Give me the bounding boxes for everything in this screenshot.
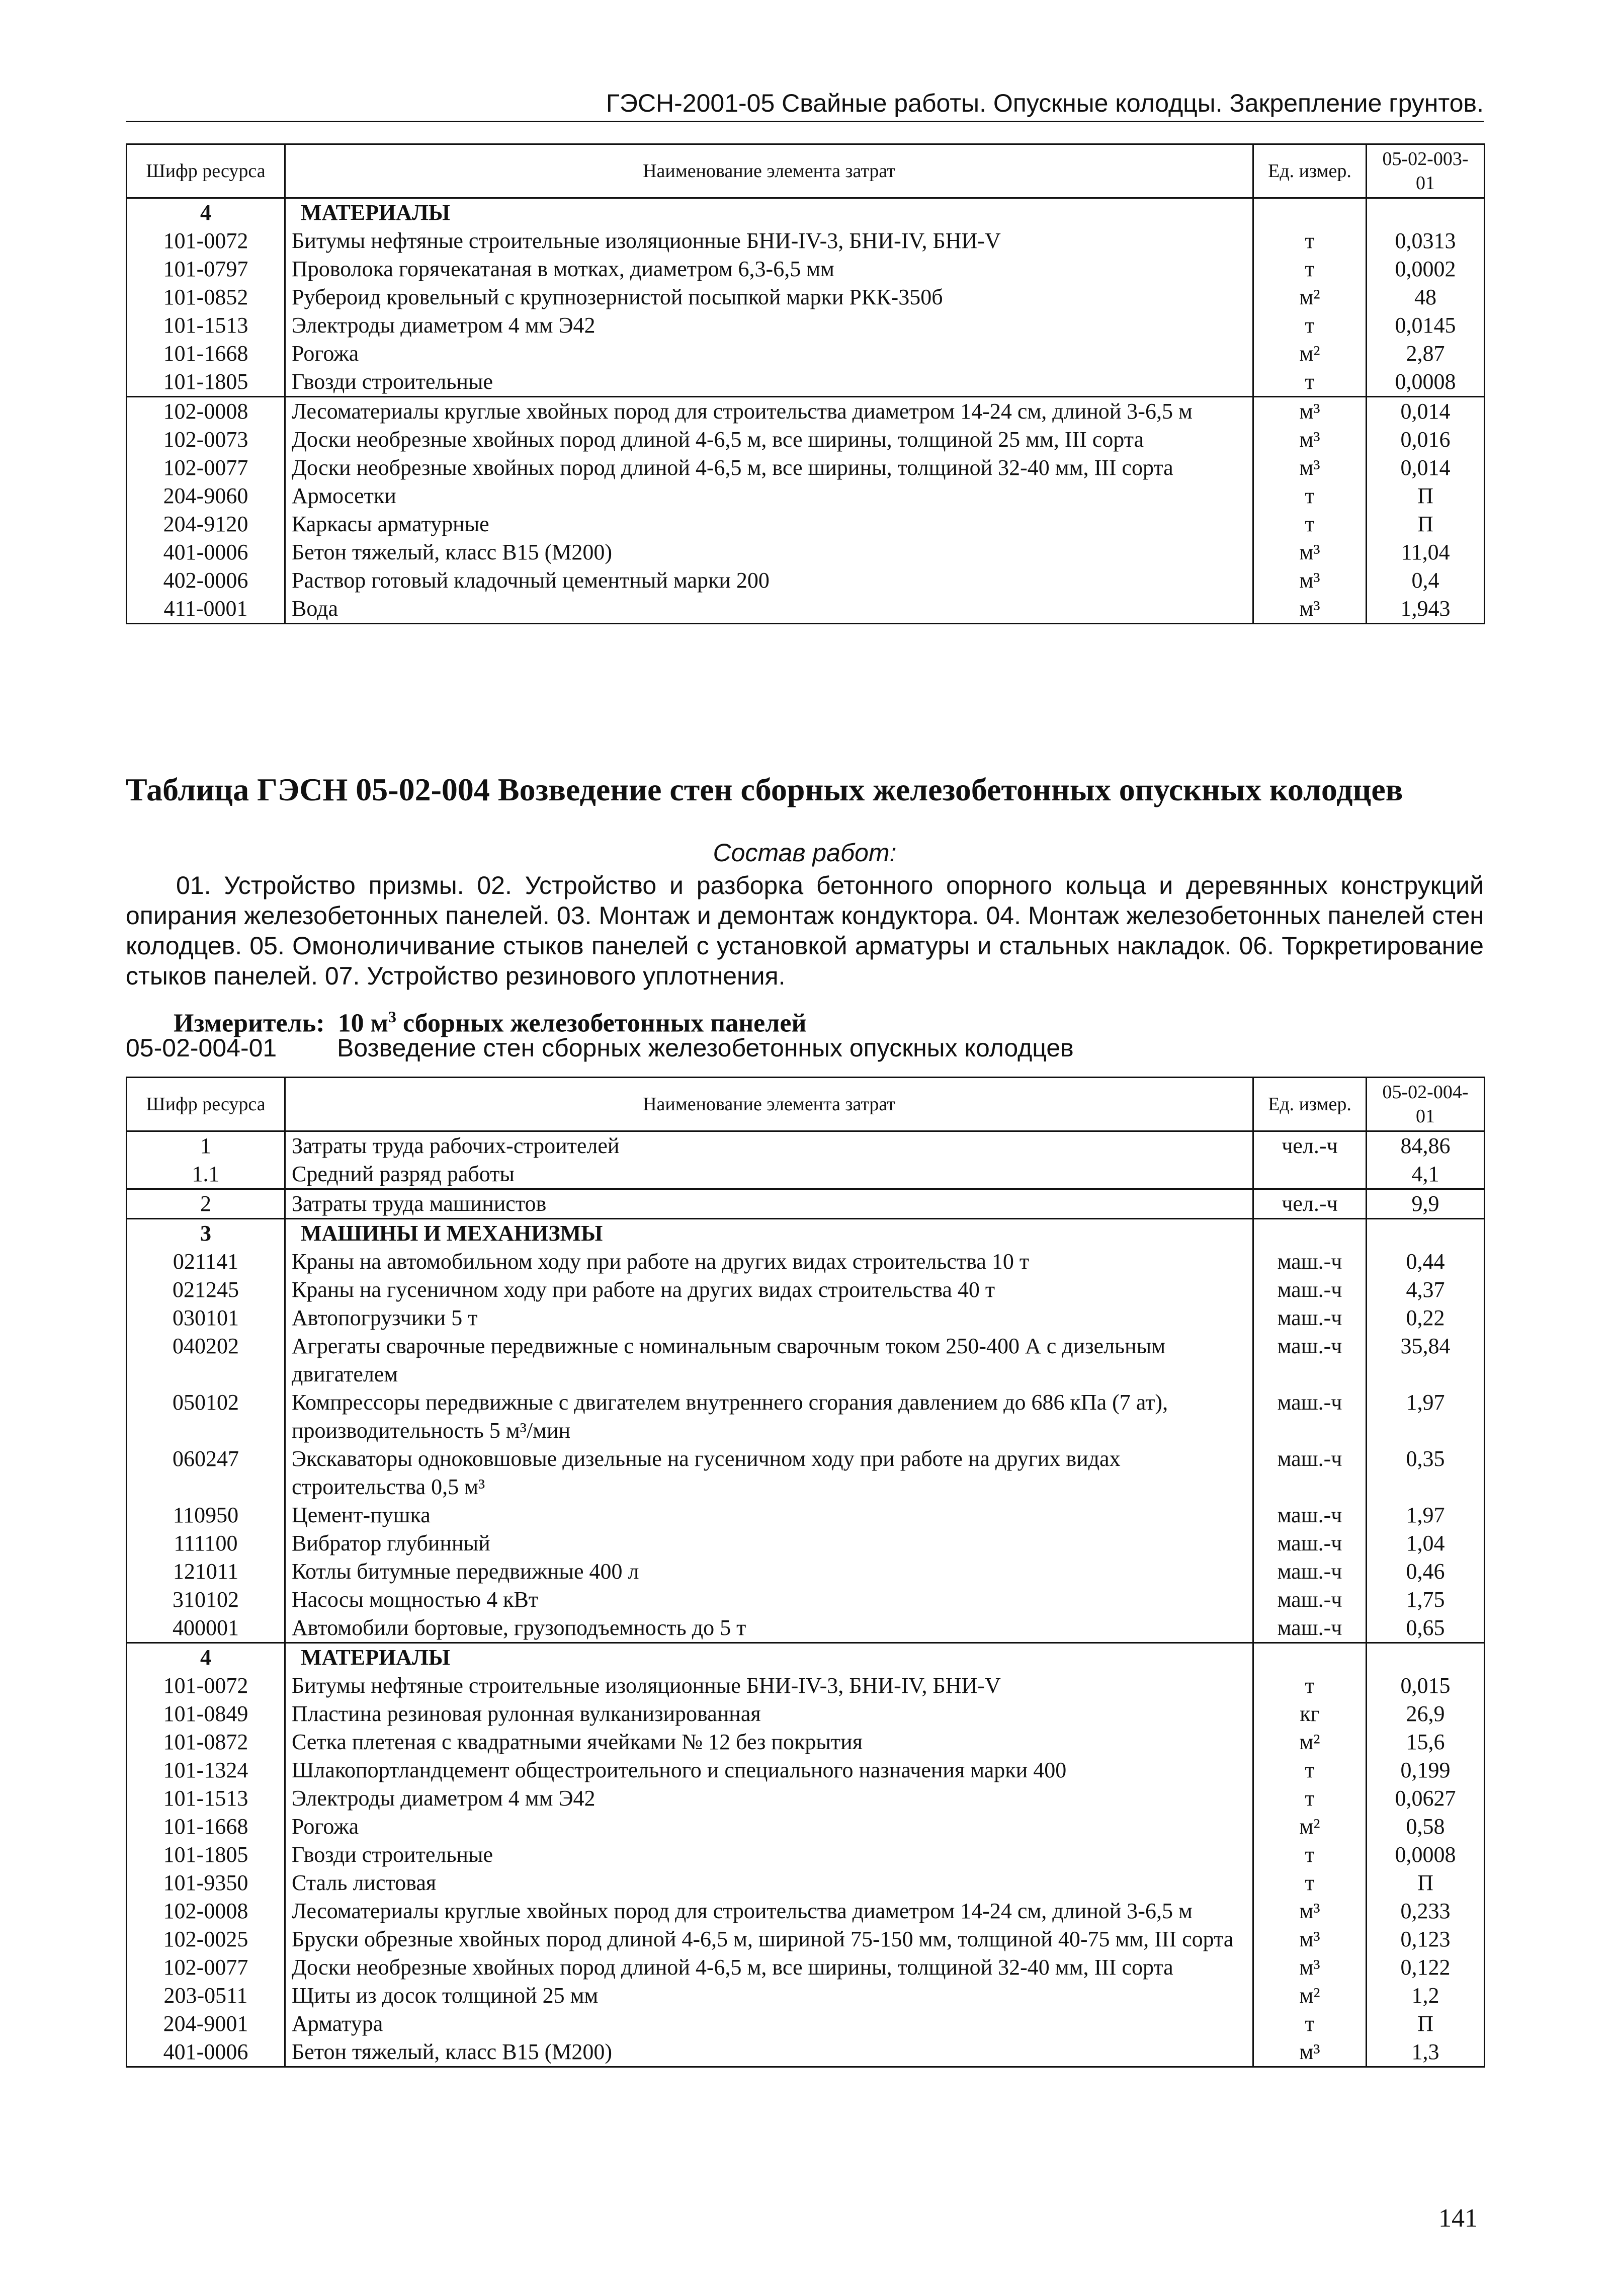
code-cell: 102-0077 (127, 454, 285, 482)
table-row (127, 1304, 1485, 1332)
value-cell: 1,943 (1367, 595, 1485, 624)
table-header-row (127, 144, 1485, 198)
unit-cell: м² (1253, 283, 1367, 311)
table-row (127, 1784, 1485, 1813)
value-cell: 1,2 (1367, 1982, 1485, 2010)
value-cell: 0,0145 (1367, 311, 1485, 340)
unit-cell: м³ (1253, 2038, 1367, 2067)
table-row (127, 1557, 1485, 1586)
name-cell: Битумы нефтяные строительные изоляционные БНИ-IV-3, БНИ-IV, БНИ-V (285, 227, 1253, 255)
value-cell: 15,6 (1367, 1728, 1485, 1756)
table-row (127, 426, 1485, 454)
page-header (126, 86, 1484, 122)
value-cell (1367, 1219, 1485, 1248)
table-row (127, 538, 1485, 566)
unit-cell: маш.-ч (1253, 1557, 1367, 1586)
code-cell: 101-1805 (127, 368, 285, 397)
value-cell: 0,65 (1367, 1614, 1485, 1643)
code-cell: 102-0073 (127, 426, 285, 454)
header-name: Наименование элемента затрат (285, 144, 1253, 198)
name-cell: Доски необрезные хвойных пород длиной 4-6,5 м, все ширины, толщиной 32-40 мм, III сорта (285, 454, 1253, 482)
value-cell: 1,04 (1367, 1529, 1485, 1557)
name-cell: МАТЕРИАЛЫ (285, 1643, 1253, 1672)
value-cell: 0,233 (1367, 1897, 1485, 1925)
value-cell: 48 (1367, 283, 1485, 311)
code-cell: 102-0025 (127, 1925, 285, 1953)
name-cell: Средний разряд работы (285, 1160, 1253, 1189)
unit-cell: т (1253, 368, 1367, 397)
table-row (127, 227, 1485, 255)
unit-cell (1253, 1160, 1367, 1189)
code-cell: 402-0006 (127, 566, 285, 595)
code-cell: 101-1805 (127, 1841, 285, 1869)
table-row (127, 255, 1485, 283)
name-cell: Экскаваторы одноковшовые дизельные на гусеничном ходу при работе на других видах строительства 0,5 м³ (285, 1445, 1253, 1501)
name-cell: Каркасы арматурные (285, 510, 1253, 538)
unit-cell: м³ (1253, 454, 1367, 482)
unit-cell: маш.-ч (1253, 1248, 1367, 1276)
name-cell: Рогожа (285, 1813, 1253, 1841)
unit-cell: маш.-ч (1253, 1586, 1367, 1614)
code-cell: 204-9060 (127, 482, 285, 510)
table-row (127, 368, 1485, 397)
value-cell: 11,04 (1367, 538, 1485, 566)
table-row (127, 1672, 1485, 1700)
table-row (127, 1131, 1485, 1161)
code-cell: 2 (127, 1189, 285, 1219)
name-cell: Гвозди строительные (285, 1841, 1253, 1869)
code-cell: 1.1 (127, 1160, 285, 1189)
unit-cell: м³ (1253, 397, 1367, 426)
table-row (127, 1276, 1485, 1304)
measure-label: Измеритель: (174, 1009, 325, 1038)
unit-cell: чел.-ч (1253, 1189, 1367, 1219)
name-cell: Бетон тяжелый, класс В15 (М200) (285, 2038, 1253, 2067)
value-cell: 84,86 (1367, 1131, 1485, 1161)
composition-text: 01. Устройство призмы. 02. Устройство и разборка бетонного опорного кольца и деревянных конструкций опирания железобетонных панелей. 03. Монтаж и демонтаж кондуктора. 04. Монтаж железобетонных панелей стен колодцев. 05. Омоноличивание стыков панелей с установкой арматуры и стальных накладок. 06. Торкретирование стыков панелей. 07. Устройство резинового уплотнения. (126, 871, 1484, 990)
name-cell: Бруски обрезные хвойных пород длиной 4-6,5 м, шириной 75-150 мм, толщиной 40-75 мм, III сорта (285, 1925, 1253, 1953)
code-cell: 101-1513 (127, 311, 285, 340)
value-cell: П (1367, 1869, 1485, 1897)
table-row (127, 1388, 1485, 1445)
page-number: 141 (1438, 2204, 1478, 2233)
name-cell: Арматура (285, 2010, 1253, 2038)
name-cell: Насосы мощностью 4 кВт (285, 1586, 1253, 1614)
value-cell: 4,37 (1367, 1276, 1485, 1304)
value-cell: 0,0313 (1367, 227, 1485, 255)
name-cell: Вибратор глубинный (285, 1529, 1253, 1557)
code-cell: 111100 (127, 1529, 285, 1557)
code-cell: 110950 (127, 1501, 285, 1529)
code-cell: 102-0008 (127, 1897, 285, 1925)
unit-cell: м² (1253, 340, 1367, 368)
unit-cell: м² (1253, 1982, 1367, 2010)
unit-cell: т (1253, 482, 1367, 510)
unit-cell: м³ (1253, 1953, 1367, 1982)
measure-qty: 10 м (337, 1009, 389, 1038)
table-row (127, 1332, 1485, 1388)
table-row (127, 1869, 1485, 1897)
norm-code: 05-02-004-01 (126, 1034, 277, 1062)
value-cell: П (1367, 510, 1485, 538)
value-cell: 0,122 (1367, 1953, 1485, 1982)
table-row (127, 1445, 1485, 1501)
section-row (127, 198, 1485, 227)
value-cell: 0,199 (1367, 1756, 1485, 1784)
name-cell: Автомобили бортовые, грузоподъемность до 5 т (285, 1614, 1253, 1643)
code-cell: 401-0006 (127, 2038, 285, 2067)
value-cell: 0,0002 (1367, 255, 1485, 283)
value-cell: 0,014 (1367, 454, 1485, 482)
table-row (127, 1897, 1485, 1925)
name-cell: Гвозди строительные (285, 368, 1253, 397)
unit-cell: м³ (1253, 566, 1367, 595)
name-cell: Агрегаты сварочные передвижные с номинальным сварочным током 250-400 А с дизельным двигателем (285, 1332, 1253, 1388)
unit-cell: т (1253, 2010, 1367, 2038)
name-cell: Проволока горячекатаная в мотках, диаметром 6,3-6,5 мм (285, 255, 1253, 283)
unit-cell: т (1253, 1756, 1367, 1784)
unit-cell: м³ (1253, 538, 1367, 566)
value-cell: 9,9 (1367, 1189, 1485, 1219)
value-cell: 0,46 (1367, 1557, 1485, 1586)
code-cell: 102-0077 (127, 1953, 285, 1982)
composition-heading: Состав работ: (713, 839, 897, 867)
unit-cell: т (1253, 227, 1367, 255)
value-cell: 0,0627 (1367, 1784, 1485, 1813)
value-cell: 1,3 (1367, 2038, 1485, 2067)
table-row (127, 2010, 1485, 2038)
unit-cell: т (1253, 1841, 1367, 1869)
header-code: Шифр ресурса (127, 1078, 285, 1131)
section-row (127, 1219, 1485, 1248)
table-row (127, 2038, 1485, 2067)
code-cell: 101-0797 (127, 255, 285, 283)
value-cell: 1,97 (1367, 1388, 1485, 1445)
value-cell: 0,35 (1367, 1445, 1485, 1501)
code-cell: 401-0006 (127, 538, 285, 566)
unit-cell: т (1253, 1784, 1367, 1813)
code-cell: 101-0072 (127, 1672, 285, 1700)
code-cell: 030101 (127, 1304, 285, 1332)
value-cell: 0,0008 (1367, 368, 1485, 397)
code-cell: 102-0008 (127, 397, 285, 426)
table-row (127, 1160, 1485, 1189)
unit-cell: т (1253, 1869, 1367, 1897)
header-unit: Ед. измер. (1253, 144, 1367, 198)
code-cell: 204-9001 (127, 2010, 285, 2038)
code-cell: 203-0511 (127, 1982, 285, 2010)
unit-cell: т (1253, 510, 1367, 538)
unit-cell: маш.-ч (1253, 1614, 1367, 1643)
name-cell: Сталь листовая (285, 1869, 1253, 1897)
table-row (127, 482, 1485, 510)
name-cell: Раствор готовый кладочный цементный марки 200 (285, 566, 1253, 595)
code-cell: 101-1324 (127, 1756, 285, 1784)
table-row (127, 1953, 1485, 1982)
value-cell: 0,016 (1367, 426, 1485, 454)
name-cell: Затраты труда рабочих-строителей (285, 1131, 1253, 1161)
value-cell: П (1367, 2010, 1485, 2038)
code-cell: 3 (127, 1219, 285, 1248)
code-cell: 101-0872 (127, 1728, 285, 1756)
code-cell: 021245 (127, 1276, 285, 1304)
table-row (127, 1614, 1485, 1643)
table-row (127, 1982, 1485, 2010)
code-cell: 101-1513 (127, 1784, 285, 1813)
table-row (127, 454, 1485, 482)
value-cell: 0,22 (1367, 1304, 1485, 1332)
name-cell: Бетон тяжелый, класс В15 (М200) (285, 538, 1253, 566)
header-unit: Ед. измер. (1253, 1078, 1367, 1131)
value-cell: 35,84 (1367, 1332, 1485, 1388)
name-cell: Затраты труда машинистов (285, 1189, 1253, 1219)
value-cell: 0,44 (1367, 1248, 1485, 1276)
value-cell (1367, 198, 1485, 227)
code-cell: 101-1668 (127, 1813, 285, 1841)
code-cell: 021141 (127, 1248, 285, 1276)
table-row (127, 397, 1485, 426)
table-row (127, 1189, 1485, 1219)
name-cell: Электроды диаметром 4 мм Э42 (285, 311, 1253, 340)
table-row (127, 1728, 1485, 1756)
header-norm: 05-02-004-01 (1367, 1078, 1485, 1131)
name-cell: Армосетки (285, 482, 1253, 510)
section-title: Таблица ГЭСН 05-02-004 Возведение стен сборных железобетонных опускных колодцев (126, 772, 1403, 807)
name-cell: Доски необрезные хвойных пород длиной 4-6,5 м, все ширины, толщиной 32-40 мм, III сорта (285, 1953, 1253, 1982)
code-cell: 060247 (127, 1445, 285, 1501)
value-cell: 0,4 (1367, 566, 1485, 595)
norm-line (126, 1032, 1074, 1063)
header-name: Наименование элемента затрат (285, 1078, 1253, 1131)
table-row (127, 566, 1485, 595)
page-header-title: ГЭСН-2001-05 Свайные работы. Опускные колодцы. Закрепление грунтов. (606, 89, 1484, 117)
header-norm: 05-02-003-01 (1367, 144, 1485, 198)
unit-cell (1253, 1219, 1367, 1248)
code-cell: 4 (127, 1643, 285, 1672)
unit-cell: маш.-ч (1253, 1501, 1367, 1529)
value-cell: 0,014 (1367, 397, 1485, 426)
table-row (127, 510, 1485, 538)
value-cell: 4,1 (1367, 1160, 1485, 1189)
unit-cell: т (1253, 1672, 1367, 1700)
code-cell: 101-9350 (127, 1869, 285, 1897)
table-row (127, 283, 1485, 311)
value-cell: 0,58 (1367, 1813, 1485, 1841)
table-row (127, 1756, 1485, 1784)
name-cell: Краны на автомобильном ходу при работе на других видах строительства 10 т (285, 1248, 1253, 1276)
unit-cell: т (1253, 255, 1367, 283)
unit-cell: маш.-ч (1253, 1332, 1367, 1388)
value-cell: 26,9 (1367, 1700, 1485, 1728)
name-cell: Рогожа (285, 340, 1253, 368)
code-cell: 101-0849 (127, 1700, 285, 1728)
name-cell: Сетка плетеная с квадратными ячейками № 12 без покрытия (285, 1728, 1253, 1756)
table-row (127, 311, 1485, 340)
name-cell: Шлакопортландцемент общестроительного и специального назначения марки 400 (285, 1756, 1253, 1784)
table-header-row (127, 1078, 1485, 1131)
value-cell: 0,015 (1367, 1672, 1485, 1700)
table-row (127, 1700, 1485, 1728)
unit-cell: м³ (1253, 595, 1367, 624)
name-cell: Котлы битумные передвижные 400 л (285, 1557, 1253, 1586)
unit-cell: м² (1253, 1728, 1367, 1756)
unit-cell: маш.-ч (1253, 1529, 1367, 1557)
value-cell: 1,97 (1367, 1501, 1485, 1529)
name-cell: МАТЕРИАЛЫ (285, 198, 1253, 227)
code-cell: 1 (127, 1131, 285, 1161)
name-cell: Электроды диаметром 4 мм Э42 (285, 1784, 1253, 1813)
name-cell: Лесоматериалы круглые хвойных пород для строительства диаметром 14-24 см, длиной 3-6,5 м (285, 397, 1253, 426)
unit-cell: м³ (1253, 1925, 1367, 1953)
code-cell: 101-0852 (127, 283, 285, 311)
value-cell: П (1367, 482, 1485, 510)
header-code: Шифр ресурса (127, 144, 285, 198)
unit-cell: маш.-ч (1253, 1304, 1367, 1332)
value-cell: 0,0008 (1367, 1841, 1485, 1869)
table-row (127, 595, 1485, 624)
unit-cell: маш.-ч (1253, 1388, 1367, 1445)
unit-cell: м³ (1253, 1897, 1367, 1925)
section-row (127, 1643, 1485, 1672)
norm-name: Возведение стен сборных железобетонных опускных колодцев (337, 1034, 1074, 1062)
code-cell: 050102 (127, 1388, 285, 1445)
value-cell: 0,123 (1367, 1925, 1485, 1953)
unit-cell: маш.-ч (1253, 1276, 1367, 1304)
code-cell: 204-9120 (127, 510, 285, 538)
value-cell: 2,87 (1367, 340, 1485, 368)
name-cell: Цемент-пушка (285, 1501, 1253, 1529)
unit-cell: маш.-ч (1253, 1445, 1367, 1501)
name-cell: Щиты из досок толщиной 25 мм (285, 1982, 1253, 2010)
unit-cell: чел.-ч (1253, 1131, 1367, 1161)
table-row (127, 1841, 1485, 1869)
name-cell: Пластина резиновая рулонная вулканизированная (285, 1700, 1253, 1728)
name-cell: МАШИНЫ И МЕХАНИЗМЫ (285, 1219, 1253, 1248)
table-row (127, 1813, 1485, 1841)
name-cell: Краны на гусеничном ходу при работе на других видах строительства 40 т (285, 1276, 1253, 1304)
code-cell: 040202 (127, 1332, 285, 1388)
unit-cell (1253, 198, 1367, 227)
name-cell: Рубероид кровельный с крупнозернистой посыпкой марки РКК-350б (285, 283, 1253, 311)
code-cell: 121011 (127, 1557, 285, 1586)
code-cell: 4 (127, 198, 285, 227)
code-cell: 101-1668 (127, 340, 285, 368)
name-cell: Автопогрузчики 5 т (285, 1304, 1253, 1332)
name-cell: Доски необрезные хвойных пород длиной 4-6,5 м, все ширины, толщиной 25 мм, III сорта (285, 426, 1253, 454)
table-body (127, 1131, 1485, 2067)
name-cell: Компрессоры передвижные с двигателем внутреннего сгорания давлением до 686 кПа (7 ат), производительность 5 м³/мин (285, 1388, 1253, 1445)
unit-cell: м³ (1253, 426, 1367, 454)
table-row (127, 1925, 1485, 1953)
code-cell: 101-0072 (127, 227, 285, 255)
code-cell: 310102 (127, 1586, 285, 1614)
name-cell: Лесоматериалы круглые хвойных пород для строительства диаметром 14-24 см, длиной 3-6,5 м (285, 1897, 1253, 1925)
name-cell: Битумы нефтяные строительные изоляционные БНИ-IV-3, БНИ-IV, БНИ-V (285, 1672, 1253, 1700)
unit-cell: т (1253, 311, 1367, 340)
table-row (127, 340, 1485, 368)
measure-rest: сборных железобетонных панелей (396, 1009, 807, 1038)
table-row (127, 1529, 1485, 1557)
table-row (127, 1586, 1485, 1614)
value-cell (1367, 1643, 1485, 1672)
unit-cell: кг (1253, 1700, 1367, 1728)
code-cell: 400001 (127, 1614, 285, 1643)
resource-table-05-02-003 (126, 143, 1485, 624)
resource-table-05-02-004 (126, 1077, 1485, 2068)
unit-cell: м² (1253, 1813, 1367, 1841)
table-row (127, 1248, 1485, 1276)
table-body (127, 198, 1485, 624)
value-cell: 1,75 (1367, 1586, 1485, 1614)
table-row (127, 1501, 1485, 1529)
name-cell: Вода (285, 595, 1253, 624)
unit-cell (1253, 1643, 1367, 1672)
measure-exp: 3 (388, 1008, 397, 1026)
code-cell: 411-0001 (127, 595, 285, 624)
